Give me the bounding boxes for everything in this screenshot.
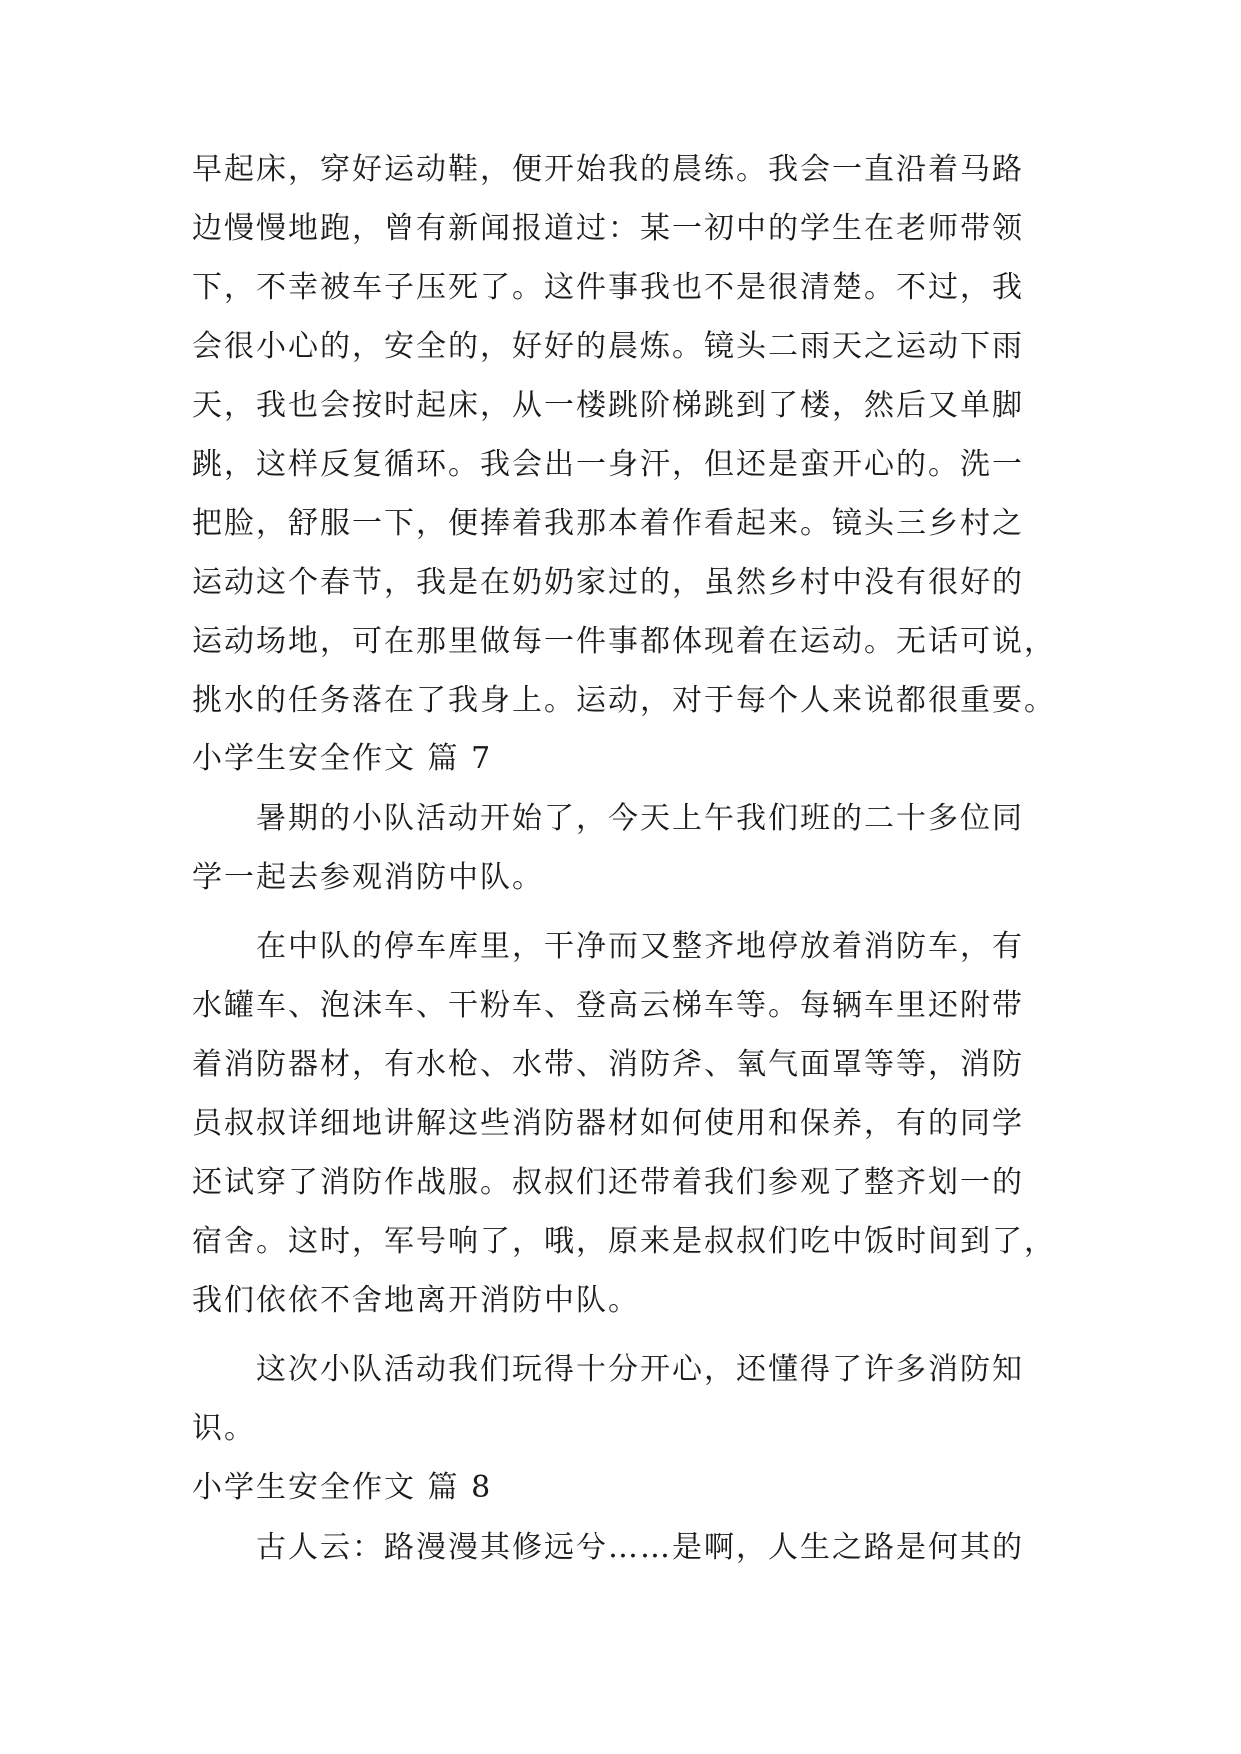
- text-line: 我们依依不舍地离开消防中队。: [192, 1283, 640, 1318]
- text-line: 员叔叔详细地讲解这些消防器材如何使用和保养，有的同学: [192, 1106, 1024, 1141]
- section-heading-7: 小学生安全作文 篇 7: [192, 741, 493, 776]
- text-line: 跳，这样反复循环。我会出一身汗，但还是蛮开心的。洗一: [192, 447, 1024, 482]
- text-line: 学一起去参观消防中队。: [192, 860, 544, 895]
- text-line: 这次小队活动我们玩得十分开心，还懂得了许多消防知: [256, 1352, 1024, 1387]
- text-line: 在中队的停车库里，干净而又整齐地停放着消防车，有: [256, 929, 1024, 964]
- text-line: 宿舍。这时，军号响了，哦，原来是叔叔们吃中饭时间到了，: [192, 1224, 1056, 1259]
- text-line: 暑期的小队活动开始了，今天上午我们班的二十多位同: [256, 801, 1024, 836]
- text-line: 着消防器材，有水枪、水带、消防斧、氧气面罩等等，消防: [192, 1047, 1024, 1082]
- text-line: 识。: [192, 1411, 256, 1446]
- text-line: 挑水的任务落在了我身上。运动，对于每个人来说都很重要。: [192, 683, 1056, 718]
- text-line: 运动这个春节，我是在奶奶家过的，虽然乡村中没有很好的: [192, 565, 1024, 600]
- text-line: 早起床，穿好运动鞋，便开始我的晨练。我会一直沿着马路: [192, 152, 1024, 187]
- text-line: 运动场地，可在那里做每一件事都体现着在运动。无话可说，: [192, 624, 1056, 659]
- text-line: 下，不幸被车子压死了。这件事我也不是很清楚。不过，我: [192, 270, 1024, 305]
- text-line: 天，我也会按时起床，从一楼跳阶梯跳到了楼，然后又单脚: [192, 388, 1024, 423]
- text-line: 古人云：路漫漫其修远兮……是啊，人生之路是何其的: [256, 1530, 1024, 1565]
- text-line: 还试穿了消防作战服。叔叔们还带着我们参观了整齐划一的: [192, 1165, 1024, 1200]
- text-line: 水罐车、泡沫车、干粉车、登高云梯车等。每辆车里还附带: [192, 988, 1024, 1023]
- section-heading-8: 小学生安全作文 篇 8: [192, 1470, 493, 1505]
- text-line: 把脸，舒服一下，便捧着我那本着作看起来。镜头三乡村之: [192, 506, 1024, 541]
- text-line: 会很小心的，安全的，好好的晨炼。镜头二雨天之运动下雨: [192, 329, 1024, 364]
- text-line: 边慢慢地跑，曾有新闻报道过：某一初中的学生在老师带领: [192, 211, 1024, 246]
